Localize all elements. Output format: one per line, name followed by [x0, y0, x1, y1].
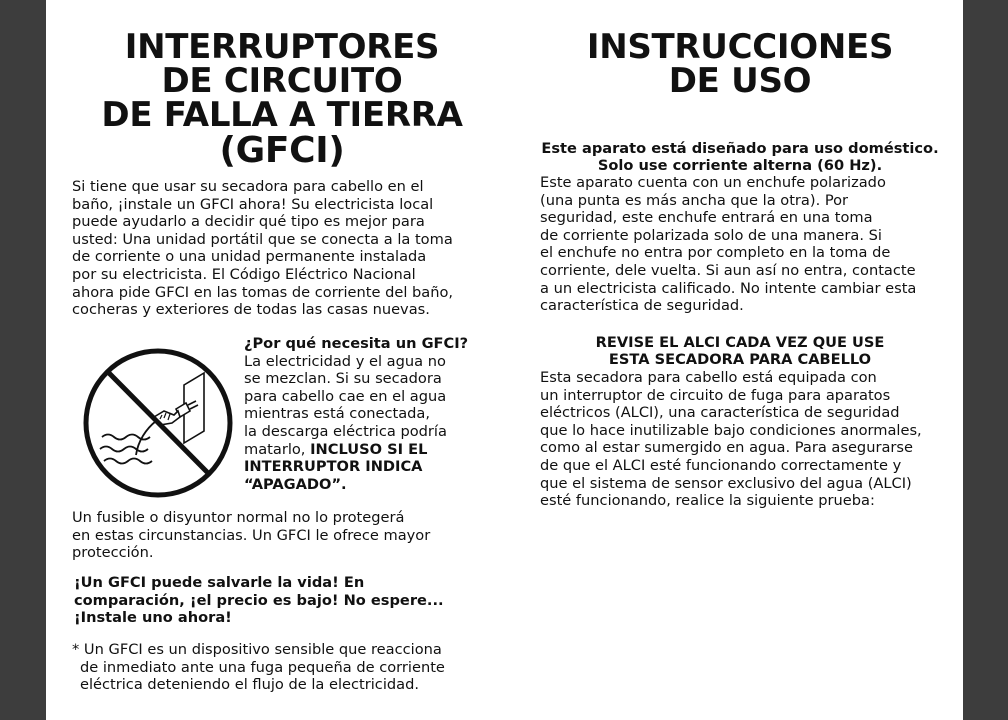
manual-page — [46, 0, 963, 720]
no-plug-near-water-icon — [80, 345, 236, 501]
why-gfci-question: ¿Por qué necesita un GFCI? — [244, 335, 469, 352]
warning-text: INCLUSO SI EL — [310, 440, 428, 458]
gfci-title: INTERRUPTORES DE CIRCUITO DE FALLA A TIERRA (GFCI) — [101, 27, 463, 171]
alci-check-heading: REVISE EL ALCI CADA VEZ QUE USE ESTA SECADORA PARA CABELLO — [595, 334, 885, 369]
why-gfci-section: ¿Por qué necesita un GFCI? La electricidad y el agua no se mezclan. Si su secadora para cabello cae en el agua mientras está conectada, la descarga eléctrica podría matarlo, INCLUSO SI EL INTERRUPTOR INDICA “APAGADO”. — [244, 335, 494, 493]
household-use-heading: Este aparato está diseñado para uso doméstico. Solo use corriente alterna (60 Hz). — [541, 140, 939, 175]
polarized-plug-paragraph: Este aparato cuenta con un enchufe polarizado (una punta es más ancha que la otra). Por seguridad, este enchufe entrará en una toma de corriente polarizada solo de una manera. Si el enchufe no entra por completo en la toma de corriente, dele vuelta. Si aun así no entra, contacte a un electricista calificado. No intente cambiar esta característica de seguridad. — [540, 174, 917, 315]
alci-paragraph: Esta secadora para cabello está equipada con un interruptor de circuito de fuga para aparatos eléctricos (ALCI), una característica de seguridad que lo hace inutilizable bajo condiciones anormales, como al estar sumergido en agua. Para asegurarse de que el ALCI esté funcionando correctamente y que el sistema de sensor exclusivo del agua (ALCI) esté funcionando, realice la siguiente prueba: — [540, 369, 922, 510]
gfci-footnote: * Un GFCI es un dispositivo sensible que reacciona de inmediato ante una fuga pequeña de corriente eléctrica deteniendo el flujo de la electricidad. — [72, 641, 445, 694]
fuse-paragraph: Un fusible o disyuntor normal no lo protegerá en estas circunstancias. Un GFCI le ofrece mayor protección. — [72, 509, 431, 562]
gfci-intro-paragraph: Si tiene que usar su secadora para cabello en el baño, ¡instale un GFCI ahora! Su electricista local puede ayudarlo a decidir qué tipo es mejor para usted: Una unidad portátil que se conecta a la toma de corriente o una unidad permanente instalada por su electricista. El Código Eléctrico Nacional ahora pide GFCI en las tomas de corriente del baño, cocheras y exteriores de todas las casas nuevas. — [72, 178, 454, 319]
instructions-title: INSTRUCCIONES DE USO — [586, 27, 894, 101]
save-life-callout: ¡Un GFCI puede salvarle la vida! En comparación, ¡el precio es bajo! No espere... ¡Instale uno ahora! — [74, 574, 444, 627]
